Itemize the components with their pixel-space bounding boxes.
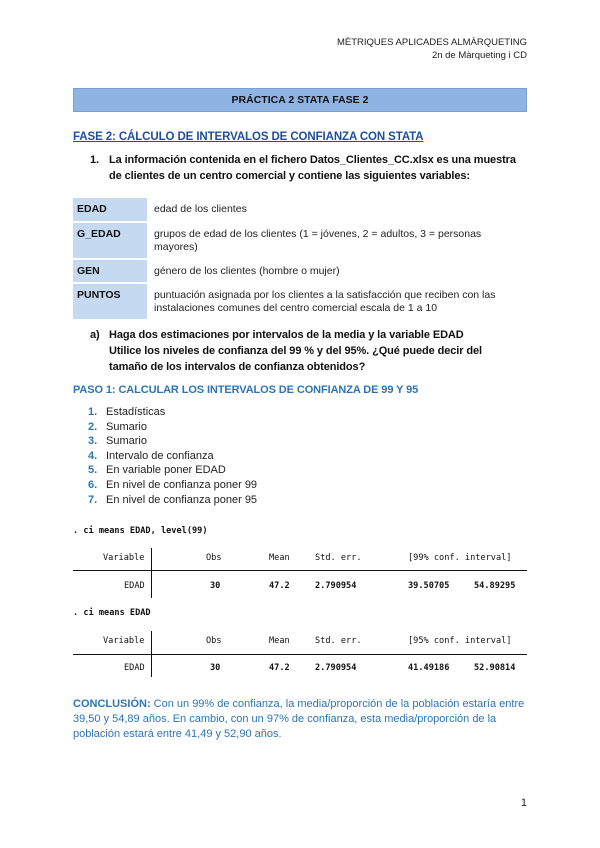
question-1 bbox=[90, 152, 530, 184]
stata-command: . ci means EDAD, level(99) bbox=[73, 526, 208, 536]
cell-mean: 47.2 bbox=[269, 663, 290, 673]
variable-name: EDAD bbox=[73, 198, 149, 222]
list-item: 2. Sumario bbox=[88, 420, 147, 433]
question-line: Haga dos estimaciones por intervalos de la media y la variable EDAD bbox=[109, 329, 464, 341]
header-course: MÈTRIQUES APLICADES ALMÀRQUETING bbox=[336, 37, 527, 48]
stata-output-95 bbox=[73, 608, 527, 680]
question-line: tamaño de los intervalos de confianza obtenidos? bbox=[109, 361, 366, 373]
table-row bbox=[73, 222, 527, 259]
table-rule bbox=[73, 570, 527, 571]
col-header-mean: Mean bbox=[269, 636, 290, 646]
cell-ci-upper: 54.89295 bbox=[474, 581, 516, 591]
table-rule bbox=[73, 654, 527, 655]
list-item: 5. En variable poner EDAD bbox=[88, 464, 226, 477]
steps-list bbox=[88, 405, 257, 507]
col-header-variable: Variable bbox=[103, 636, 145, 646]
cell-obs: 30 bbox=[210, 581, 221, 591]
variable-name: GEN bbox=[73, 259, 149, 283]
col-header-obs: Obs bbox=[206, 636, 222, 646]
question-line: La información contenida en el fichero Datos_Clientes_CC.xlsx es una muestra bbox=[109, 154, 516, 166]
list-item: 7. En nivel de confianza poner 95 bbox=[88, 493, 258, 506]
list-item: 4. Intervalo de confianza bbox=[88, 449, 214, 462]
col-header-stderr: Std. err. bbox=[315, 636, 362, 646]
variables-table bbox=[73, 198, 527, 321]
cell-variable: EDAD bbox=[124, 663, 145, 673]
cell-mean: 47.2 bbox=[269, 581, 290, 591]
list-item: 6. En nivel de confianza poner 99 bbox=[88, 478, 258, 491]
variable-name: G_EDAD bbox=[73, 222, 149, 259]
variable-description: género de los clientes (hombre o mujer) bbox=[149, 259, 528, 283]
variable-description: grupos de edad de los clientes (1 = jóvenes, 2 = adultos, 3 = personas mayores) bbox=[149, 222, 528, 259]
cell-ci-upper: 52.90814 bbox=[474, 663, 516, 673]
list-item: 3. Sumario bbox=[88, 435, 147, 448]
variable-description: puntuación asignada por los clientes a la satisfacción que reciben con las instalaciones comunes del centro comercial escala de 1 a 10 bbox=[149, 283, 528, 320]
cell-ci-lower: 41.49186 bbox=[408, 663, 450, 673]
col-header-ci: [99% conf. interval] bbox=[408, 553, 512, 563]
page-number: 1 bbox=[520, 797, 527, 809]
table-divider bbox=[151, 548, 152, 598]
stata-command: . ci means EDAD bbox=[73, 608, 151, 618]
question-line: Utilice los niveles de confianza del 99 % y del 95%. ¿Qué puede decir del bbox=[109, 345, 482, 357]
cell-stderr: 2.790954 bbox=[315, 581, 357, 591]
question-a bbox=[90, 327, 530, 375]
question-line: de clientes de un centro comercial y contiene las siguientes variables: bbox=[109, 170, 470, 182]
conclusion-text: Con un 99% de confianza, la media/proporción de la población estaría entre 39,50 y 54,89 años. En cambio, con un 97% de confianza, esta media/proporción de la población estará entre 41,49 y 52,90 años. bbox=[73, 698, 525, 740]
col-header-obs: Obs bbox=[206, 553, 222, 563]
variable-name: PUNTOS bbox=[73, 283, 149, 320]
table-row bbox=[73, 198, 527, 222]
col-header-variable: Variable bbox=[103, 553, 145, 563]
cell-stderr: 2.790954 bbox=[315, 663, 357, 673]
conclusion-paragraph bbox=[73, 697, 529, 742]
list-item: 1. Estadísticas bbox=[88, 406, 166, 418]
col-header-mean: Mean bbox=[269, 553, 290, 563]
section-title: FASE 2: CÁLCULO DE INTERVALOS DE CONFIANZA CON STATA bbox=[73, 131, 424, 143]
cell-variable: EDAD bbox=[124, 581, 145, 591]
header-subtitle: 2n de Màrqueting i CD bbox=[431, 50, 527, 61]
question-letter: a) bbox=[90, 329, 100, 341]
variable-description: edad de los clientes bbox=[149, 198, 528, 222]
question-number: 1. bbox=[90, 154, 99, 166]
practice-banner: PRÁCTICA 2 STATA FASE 2 bbox=[73, 88, 527, 112]
cell-obs: 30 bbox=[210, 663, 221, 673]
step-title: PASO 1: CALCULAR LOS INTERVALOS DE CONFIANZA DE 99 Y 95 bbox=[73, 384, 419, 396]
cell-ci-lower: 39.50705 bbox=[408, 581, 450, 591]
stata-output-99 bbox=[73, 526, 527, 606]
col-header-ci: [95% conf. interval] bbox=[408, 636, 512, 646]
col-header-stderr: Std. err. bbox=[315, 553, 362, 563]
table-row bbox=[73, 259, 527, 283]
table-row bbox=[73, 283, 527, 320]
conclusion-label: CONCLUSIÓN: bbox=[73, 698, 151, 710]
